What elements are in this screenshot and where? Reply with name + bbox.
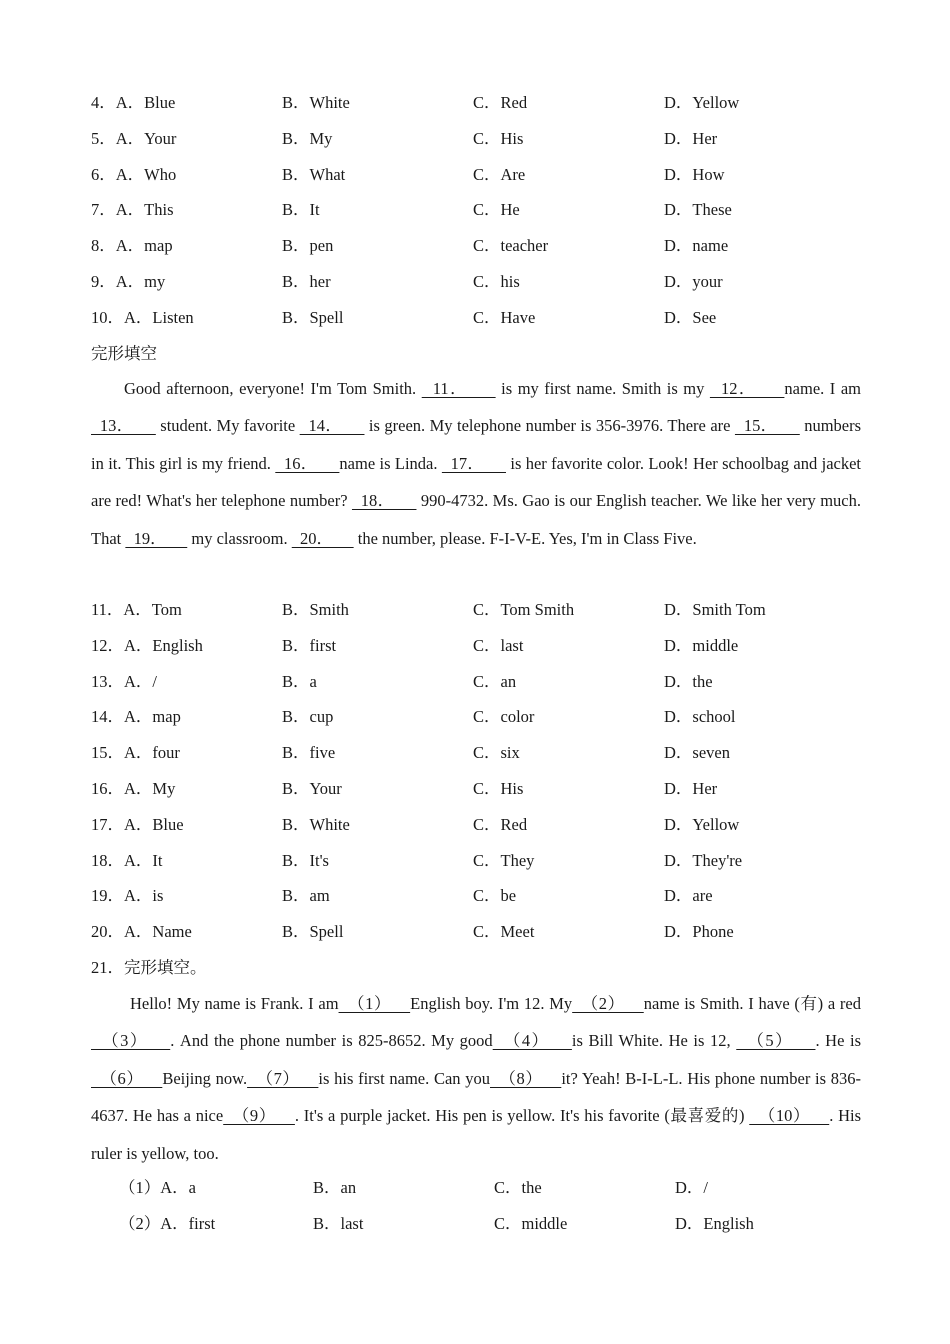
question-number: 9． <box>91 272 116 291</box>
option-a <box>91 91 175 115</box>
option-c: C．be <box>473 886 517 906</box>
passage-text: it? Yeah! B-I-L-L. His phone number is 836-4637. He has a nice <box>91 1068 862 1126</box>
option-d: D．middle <box>664 635 739 655</box>
option-label: A．four <box>124 743 180 763</box>
question-number: 11． <box>91 600 124 619</box>
option-c: C．his <box>473 272 520 291</box>
option-c: C．Are <box>473 164 526 184</box>
option-a <box>91 270 165 294</box>
passage-text: . He is <box>815 1031 862 1051</box>
passage-text: English boy. I'm 12. My <box>410 994 573 1013</box>
option-a <box>91 884 163 908</box>
option-label: A．map <box>115 236 173 256</box>
option-d: D．are <box>664 886 713 906</box>
option-a <box>91 198 174 222</box>
option-d: D．Yellow <box>664 93 740 112</box>
passage-text: name. I am <box>784 379 861 398</box>
option-a <box>91 741 180 765</box>
question-number: 19． <box>91 886 124 906</box>
option-d: D．Yellow <box>664 814 740 834</box>
answer-blank: （6） <box>91 1068 163 1088</box>
passage-text: numbers in it. This girl is my friend. <box>91 416 862 473</box>
option-b: B．My <box>282 128 333 148</box>
option-label: A．Blue <box>124 814 184 834</box>
option-b: B．Spell <box>282 307 344 327</box>
option-label: A．My <box>124 779 176 798</box>
option-label: A．is <box>124 886 164 906</box>
option-b: B．last <box>313 1214 364 1233</box>
passage-text: . And the phone number is 825-8652. My good <box>170 1031 493 1051</box>
option-d: D．name <box>664 236 729 256</box>
cloze-passage-2 <box>91 985 861 1172</box>
passage-text: the number, please. F-I-V-E. Yes, I'm in Class Five. <box>353 528 697 548</box>
option-label: A．first <box>160 1214 216 1233</box>
option-c: C．Red <box>473 93 528 112</box>
option-a <box>91 705 181 729</box>
passage-text: Hello! My name is Frank. I am <box>130 994 339 1013</box>
option-c: C．middle <box>494 1214 568 1233</box>
passage-text: is green. My telephone number is 356-3976. There are <box>364 416 735 436</box>
question-21-heading: 21．完形填空。 <box>91 958 207 977</box>
passage-text: Beijing now. <box>162 1068 248 1088</box>
question-number: 14． <box>91 707 124 727</box>
passage-text: student. My favorite <box>155 416 300 436</box>
option-label: A．Your <box>115 128 177 148</box>
option-a <box>91 777 175 801</box>
question-number: 5． <box>91 128 116 148</box>
option-label: A．my <box>115 272 166 291</box>
passage-text: is her favorite color. Look! Her schoolbag and jacket are red! What's her telephone number? <box>91 453 862 511</box>
option-d: D．school <box>664 707 736 727</box>
option-label: A．English <box>124 635 203 655</box>
option-d: D．Her <box>664 128 718 148</box>
option-a <box>91 234 173 258</box>
question-number: 15． <box>91 743 124 763</box>
option-a <box>91 813 184 837</box>
option-a <box>91 306 194 330</box>
cloze-passage-1 <box>91 370 861 557</box>
option-b: B．Spell <box>282 922 344 942</box>
question-number: 7． <box>91 200 116 220</box>
question-number: 13． <box>91 671 124 691</box>
answer-blank: 12． <box>709 379 785 398</box>
option-c: C．teacher <box>473 236 549 256</box>
option-c: C．Tom Smith <box>473 600 575 619</box>
question-number: （1） <box>119 1178 161 1197</box>
passage-text: name is Linda. <box>339 453 442 473</box>
option-a <box>91 920 192 944</box>
option-d: D．your <box>664 272 723 291</box>
option-d: D．seven <box>664 743 730 763</box>
option-a <box>91 598 182 622</box>
option-b: B．her <box>282 272 331 291</box>
option-c: C．They <box>473 850 535 870</box>
option-b: B．It <box>282 200 320 220</box>
option-c: C．Red <box>473 814 528 834</box>
option-b: B．five <box>282 743 336 763</box>
option-b: B．White <box>282 93 350 112</box>
answer-blank: 13． <box>91 416 156 436</box>
answer-blank: （2） <box>572 994 644 1013</box>
section-heading-cloze: 完形填空 <box>91 344 157 363</box>
option-d: D．the <box>664 671 713 691</box>
question-number: 12． <box>91 635 124 655</box>
question-number: （2） <box>119 1214 161 1233</box>
option-b: B．What <box>282 164 346 184</box>
option-a <box>91 670 157 694</box>
option-b: B．White <box>282 814 350 834</box>
option-b: B．Smith <box>282 600 349 619</box>
option-a <box>91 634 203 658</box>
answer-blank: 15． <box>734 416 800 436</box>
question-number: 8． <box>91 236 116 256</box>
option-c: C．Meet <box>473 922 535 942</box>
answer-blank: 18． <box>351 491 417 511</box>
question-number: 17． <box>91 814 124 834</box>
answer-blank: 17． <box>441 453 506 473</box>
question-number: 18． <box>91 850 124 870</box>
answer-blank: 14． <box>299 416 365 436</box>
option-d: D．Her <box>664 779 718 798</box>
option-d: D．How <box>664 164 725 184</box>
passage-text: 990-4732. Ms. Gao is our English teacher. We like her very much. That <box>91 491 861 548</box>
option-c: C．the <box>494 1178 542 1197</box>
cloze-passage-text <box>91 370 861 557</box>
answer-blank: （5） <box>736 1031 816 1051</box>
passage-text: my classroom. <box>187 528 292 548</box>
option-b: B．pen <box>282 236 334 256</box>
answer-blank: 19． <box>125 528 188 548</box>
option-b: B．am <box>282 886 330 906</box>
option-label: A．This <box>115 200 174 220</box>
passage-text: . His ruler is yellow, too. <box>91 1106 862 1163</box>
question-number: 4． <box>91 93 116 112</box>
option-c: C．color <box>473 707 535 727</box>
answer-blank: （10） <box>749 1106 830 1126</box>
question-number: 6． <box>91 164 116 184</box>
question-number: 16． <box>91 779 124 798</box>
option-b: B．cup <box>282 707 334 727</box>
option-c: C．six <box>473 743 520 763</box>
answer-blank: 16． <box>275 453 340 473</box>
option-a <box>91 163 176 187</box>
option-d: D．They're <box>664 850 743 870</box>
option-d: D．/ <box>675 1178 708 1197</box>
answer-blank: 20． <box>291 528 354 548</box>
option-c: C．Have <box>473 307 536 327</box>
option-c: C．an <box>473 671 517 691</box>
option-a <box>91 849 163 873</box>
option-label: A．Name <box>124 922 192 942</box>
answer-blank: （4） <box>492 1031 572 1051</box>
answer-blank: （7） <box>247 1068 319 1088</box>
option-b: B．an <box>313 1178 357 1197</box>
passage-text: is Bill White. He is 12, <box>571 1031 737 1051</box>
passage-text: is his first name. Can you <box>318 1068 490 1088</box>
option-b: B．a <box>282 671 317 691</box>
option-d: D．Smith Tom <box>664 600 766 619</box>
option-label: A．map <box>124 707 181 727</box>
option-label: A．/ <box>124 671 157 691</box>
question-number: 10． <box>91 307 124 327</box>
option-label: A．Who <box>115 164 177 184</box>
option-a <box>91 127 176 151</box>
option-c: C．last <box>473 635 524 655</box>
passage-text: name is Smith. I have (有) a red <box>643 994 862 1013</box>
option-a <box>119 1212 215 1236</box>
passage-text: Good afternoon, everyone! I'm Tom Smith. <box>124 379 422 398</box>
option-d: D．See <box>664 307 717 327</box>
option-c: C．He <box>473 200 520 220</box>
answer-blank: （3） <box>91 1031 171 1051</box>
answer-blank: （9） <box>223 1106 295 1126</box>
option-b: B．first <box>282 635 337 655</box>
passage-text: . It's a purple jacket. His pen is yellow. It's his favorite (最喜爱的) <box>294 1106 750 1126</box>
option-label: A．It <box>124 850 163 870</box>
answer-blank: （8） <box>490 1068 562 1088</box>
cloze-passage-text <box>91 985 861 1172</box>
answer-blank: （1） <box>338 994 411 1013</box>
question-number: 20． <box>91 922 124 942</box>
option-label: A．Tom <box>123 600 182 619</box>
option-b: B．Your <box>282 779 342 798</box>
option-label: A．a <box>160 1178 196 1197</box>
option-label: A．Blue <box>115 93 176 112</box>
option-b: B．It's <box>282 850 329 870</box>
option-d: D．These <box>664 200 732 220</box>
option-d: D．Phone <box>664 922 734 942</box>
option-d: D．English <box>675 1214 754 1233</box>
option-label: A．Listen <box>124 307 194 327</box>
answer-blank: 11． <box>421 379 496 398</box>
passage-text: is my first name. Smith is my <box>495 379 710 398</box>
option-a <box>119 1176 196 1200</box>
option-c: C．His <box>473 128 524 148</box>
option-c: C．His <box>473 779 524 798</box>
